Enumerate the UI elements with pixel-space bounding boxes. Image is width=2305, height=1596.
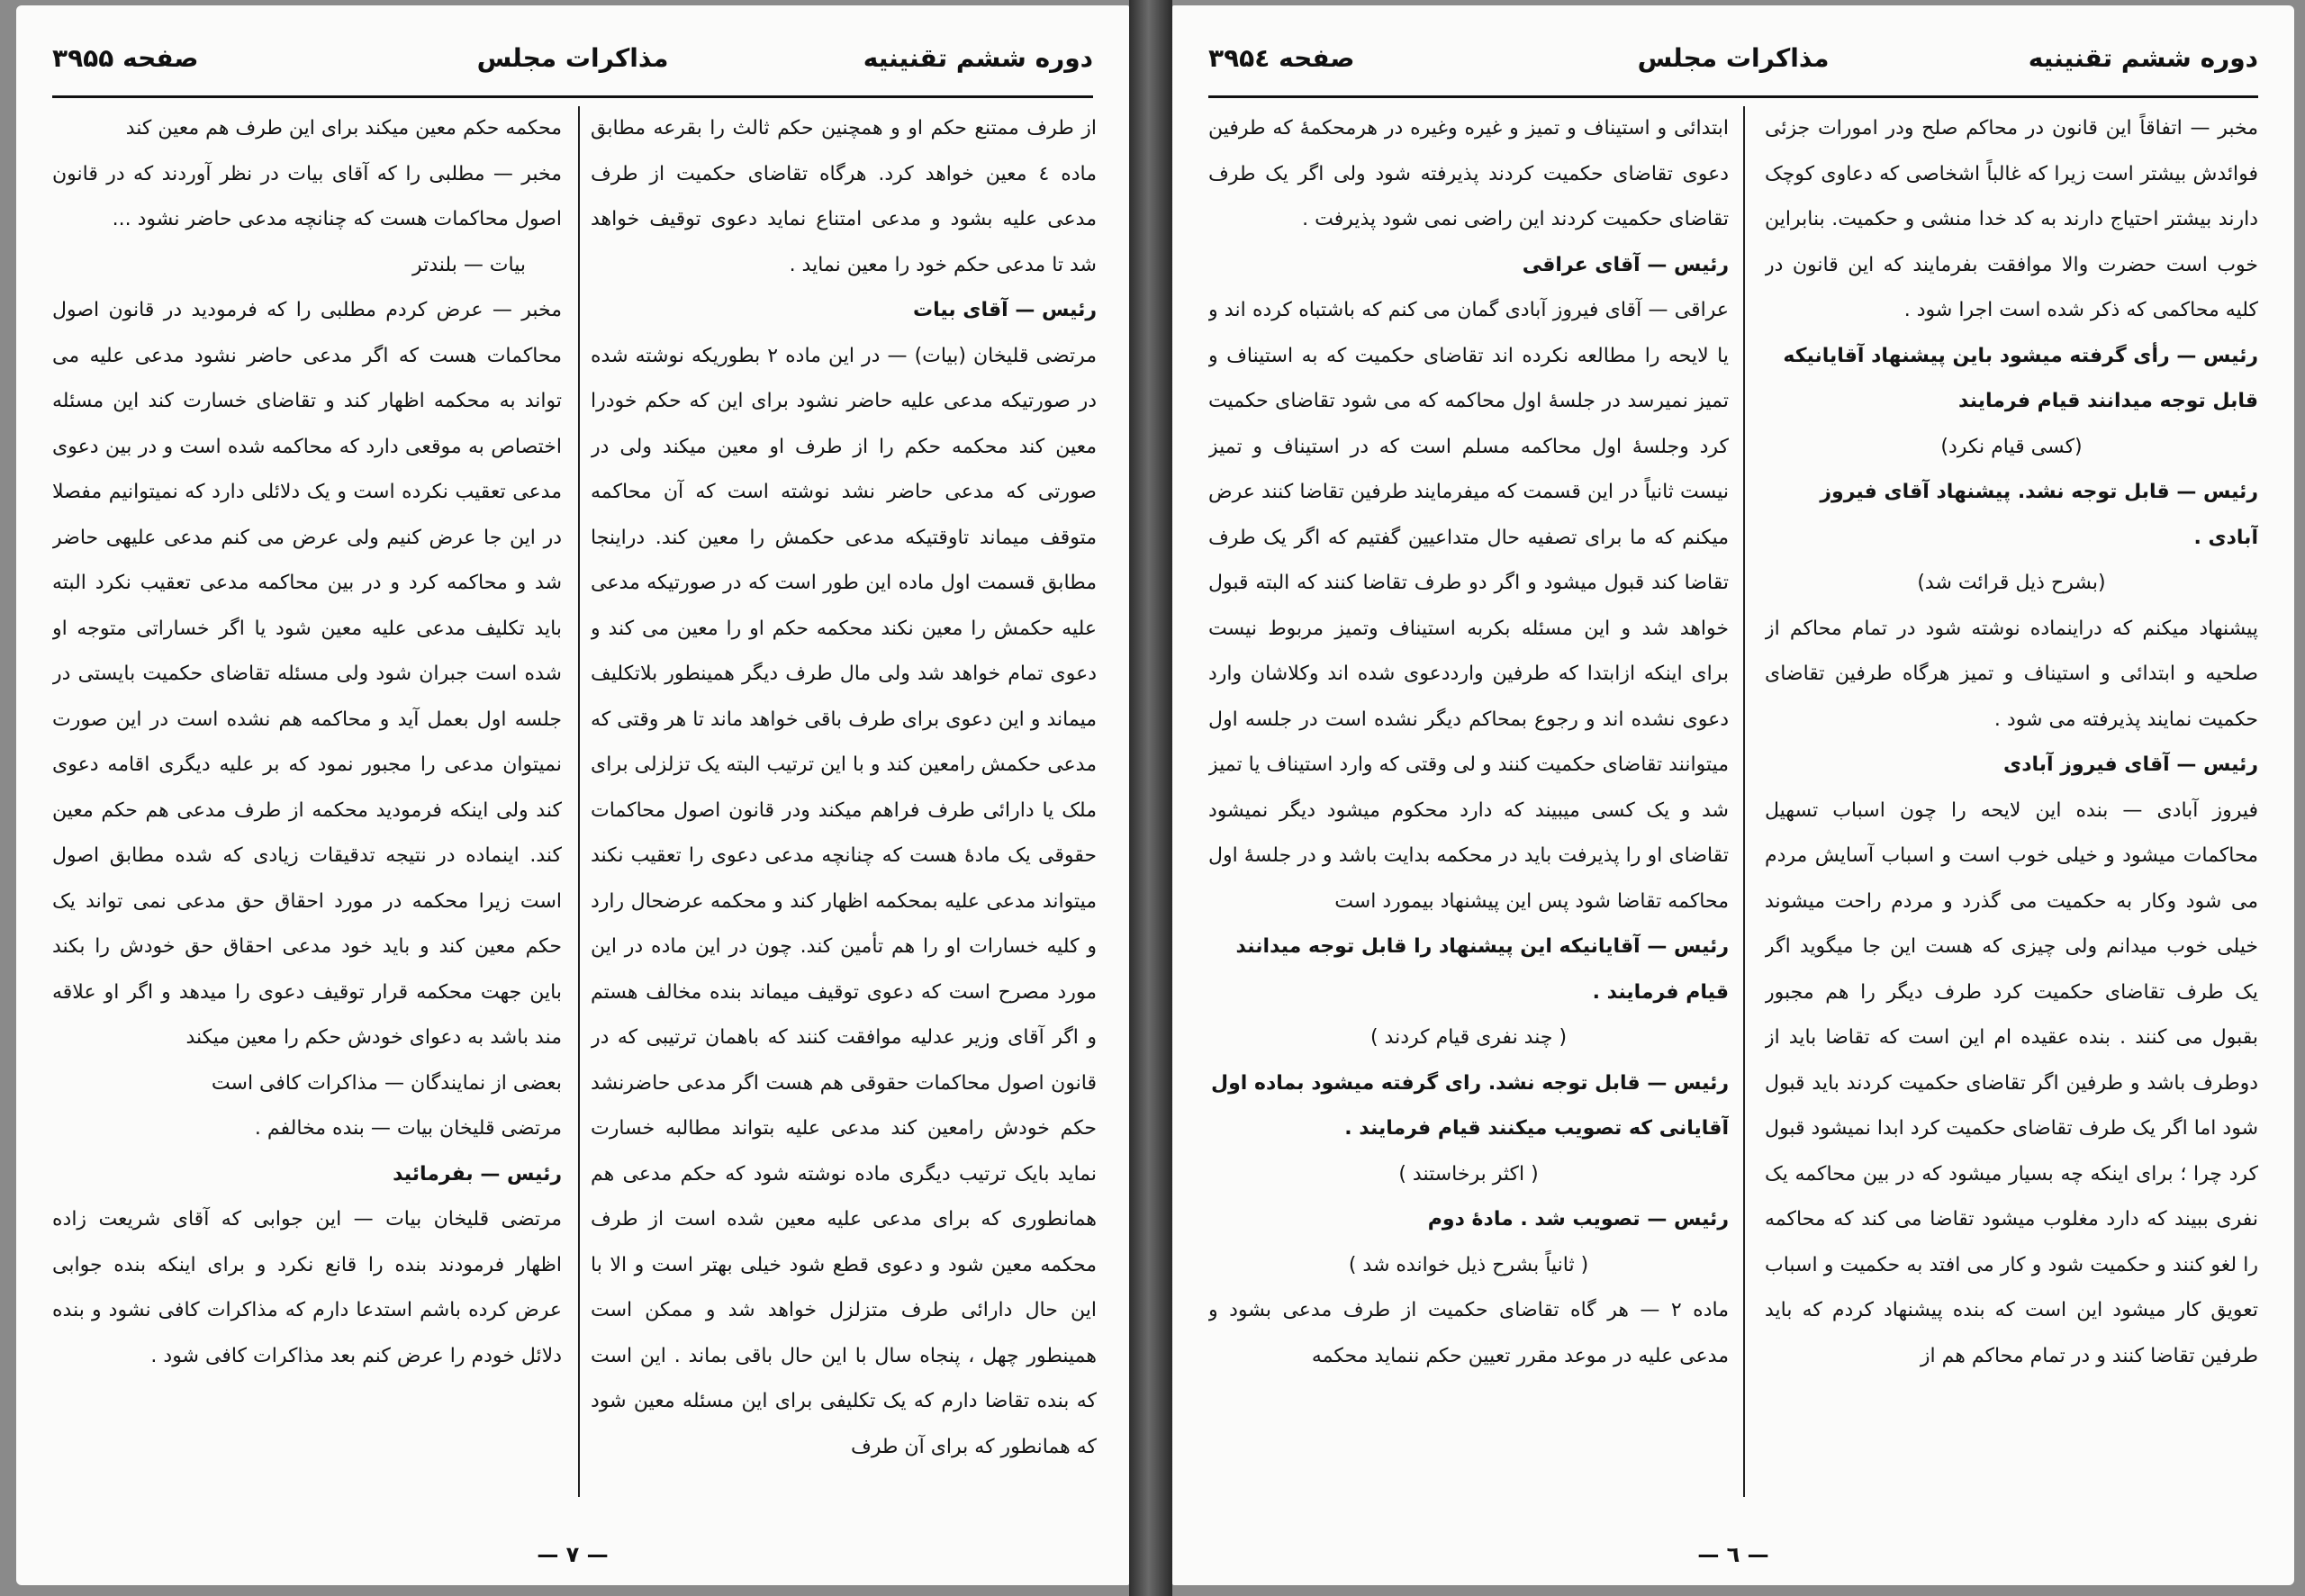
text-column-left xyxy=(1208,106,1729,1497)
stage-direction: ( ثانیاً بشرح ذیل خوانده شد ) xyxy=(1348,1253,1589,1276)
paragraph: محکمه حکم معین میکند برای این طرف هم معین کند xyxy=(125,117,562,140)
stage-direction: ( اکثر برخاستند ) xyxy=(1398,1162,1539,1186)
header-session: دوره ششم تقنینیه xyxy=(863,43,1093,73)
header-session: دوره ششم تقنینیه xyxy=(2028,43,2258,73)
paragraph: مرتضی قلیخان (بیات) — در این ماده ۲ بطوریکه نوشته شده در صورتیکه مدعی علیه حاضر نشود برای این که حکم خودرا معین کند محکمه حکم را از طرف او معین میکند ولی در صورتی که مدعی حاضر نشد نوشته است که آن محاکمه متوقف میماند تاوقتیکه مدعی حکمش را معین کند. دراینجا مطابق قسمت اول ماده این طور است که در صورتیکه مدعی علیه حکمش را معین نکند محکمه حکم او را معین می کند و دعوی تمام خواهد شد ولی مال طرف دیگر همینطور بلاتکلیف میماند و این دعوی برای طرف باقی خواهد ماند تا هر وقتی که مدعی حکمش رامعین کند و با این ترتیب البته یک تزلزلی برای ملک یا دارائی طرف فراهم میکند ودر قانون اصول محاکمات حقوقی یک مادهٔ هست که چنانچه مدعی دعوی را تعقیب نکند میتواند مدعی علیه بمحکمه اظهار کند و محکمه عرضحال رارد و کلیه خسارات او را هم تأمین کند. چون در این ماده در این مورد مصرح است که دعوی توقیف میماند بنده مخالف هستم و اگر آقای وزیر عدلیه موافقت کنند که باهمان ترتیبی که در قانون اصول محاکمات حقوقی هم هست اگر مدعی حاضرنشد حکم خودش رامعین کند مدعی علیه بتواند مطالبه خسارت نماید بایک ترتیب دیگری ماده نوشته شود که حکم مدعی هم همانطوری که برای مدعی علیه معین شده است از طرف محکمه معین شود و دعوی قطع شود خیلی بهتر است و الا با این حال دارائی طرف متزلزل خواهد شد و ممکن است همینطور چهل ، پنجاه سال با این حال باقی بماند . این است که بنده تقاضا دارم که یک تکلیفی برای این مسئله معین شود که همانطور که برای آن طرف xyxy=(591,344,1097,1458)
speaker-line: رئیس — قابل توجه نشد. رای گرفته میشود بماده اول آقایانی که تصویب میکنند قیام فرمایند . xyxy=(1211,1071,1729,1140)
header-page-number: صفحه ۳۹۵٤ xyxy=(1208,43,1355,73)
paragraph: عراقی — آقای فیروز آبادی گمان می کنم که باشتباه کرده اند و یا لایحه را مطالعه نکرده اند تقاضای حکمیت که به استیناف و تمیز نمیرسد در جلسهٔ اول محاکمه که می شود تقاضای حکمیت کرد وجلسهٔ اول محاکمه مسلم است که در استیناف و تمیز نیست ثانیاً در این قسمت که میفرمایند طرفین تقاضا کنند عرض میکنم که ما برای تصفیه حال متداعیین گفتیم که اگر یک طرف تقاضا کند قبول میشود و اگر دو طرف تقاضا کنند که البته قبول خواهد شد و این مسئله بکربه استیناف وتمیز مربوط نیست برای اینکه ازابتدا که طرفین وارددعوی شده اند وکلاشان وارد دعوی نشده اند و رجوع بمحاکم دیگر نشده است در جلسه اول میتوانند تقاضای حکمیت کنند و لی وقتی که وارد استیناف یا تمیز شد و یک کسی میبیند که دارد محکوم میشود دیگر نمیشود تقاضای او را پذیرفت باید در محکمه بدایت باشد و در جلسهٔ اول محاکمه تقاضا شود پس این پیشنهاد بیمورد است xyxy=(1208,299,1729,913)
header-rule xyxy=(52,95,1093,98)
right-page xyxy=(1172,5,2294,1585)
header-page-number: صفحه ۳۹۵۵ xyxy=(52,43,199,73)
speaker-line: رئیس — آقای عراقی xyxy=(1522,253,1729,276)
paragraph: ابتدائی و استیناف و تمیز و غیره وغیره در هرمحکمهٔ که طرفین دعوی تقاضای حکمیت کردند پذیرفته شود ولی اگر یک طرف تقاضای حکمیت کردند این راضی نمی شود پذیرفت . xyxy=(1208,117,1729,230)
text-column-left xyxy=(52,106,562,1497)
speaker-line: رئیس — آقایانیکه این پیشنهاد را قابل توجه میدانند قیام فرمایند . xyxy=(1235,935,1729,1004)
text-column-right xyxy=(591,106,1097,1497)
speaker-line: رئیس — تصویب شد . مادهٔ دوم xyxy=(1427,1208,1729,1231)
paragraph: از طرف ممتنع حکم او و همچنین حکم ثالث را بقرعه مطابق ماده ٤ معین خواهد کرد. هرگاه تقاضای حکمیت از طرف مدعی علیه بشود و مدعی امتناع نماید دعوی توقیف خواهد شد تا مدعی حکم خود را معین نماید . xyxy=(591,117,1097,276)
column-divider xyxy=(1743,106,1745,1497)
left-page xyxy=(16,5,1129,1585)
paragraph: مرتضی قلیخان بیات — بنده مخالفم . xyxy=(254,1117,562,1140)
paragraph: پیشنهاد میکنم که دراینماده نوشته شود در تمام محاکم از صلحیه و ابتدائی و استیناف و تمیز هرگاه طرفین تقاضای حکمیت نمایند پذیرفته می شود . xyxy=(1765,617,2258,731)
speaker-line: رئیس — رأی گرفته میشود باین پیشنهاد آقایانیکه قابل توجه میدانند قیام فرمایند xyxy=(1783,344,2258,412)
book-gutter xyxy=(1129,0,1172,1596)
stage-direction: (کسی قیام نکرد) xyxy=(1940,435,2083,458)
paragraph: بیات — بلندتر xyxy=(411,253,526,276)
speaker-line: رئیس — قابل توجه نشد. پیشنهاد آقای فیروز آبادی . xyxy=(1820,481,2258,549)
paragraph: مرتضی قلیخان بیات — این جوابی که آقای شریعت زاده اظهار فرمودند بنده را قانع نکرد و برای اینکه بنده جوابی عرض کرده باشم استدعا دارم که مذاکرات کافی نشود و بنده دلائل خودم را عرض کنم بعد مذاکرات کافی شود . xyxy=(52,1208,562,1367)
stage-direction: ( چند نفری قیام کردند ) xyxy=(1369,1026,1568,1049)
paragraph: مخبر — مطلبی را که آقای بیات در نظر آوردند که در قانون اصول محاکمات هست که چنانچه مدعی حاضر نشود ... xyxy=(52,162,562,230)
page-folio: — ٦ — xyxy=(1697,1542,1769,1567)
paragraph: فیروز آبادی — بنده این لایحه را چون اسباب تسهیل محاکمات میشود و خیلی خوب است و اسباب آسایش مردم می شود وکار به حکمیت می گذرد و مردم راحت میشوند خیلی خوب میدانم ولی چیزی که هست این جا میگوید اگر یک طرف تقاضای حکمیت کرد طرف دیگر را هم مجبور بقبول می کنند . بنده عقیده ام این است که تقاضا باید از دوطرف باشد و طرفین اگر تقاضای حکمیت کردند باید قبول شود اما اگر یک طرف تقاضای حکمیت کرد ابدا نمیشود قبول کرد چرا ؛ برای اینکه چه بسیار میشود که در بین محاکمه یک نفری ببیند که دارد مغلوب میشود تقاضا می کند که محاکمه را لغو کنند و حکمیت شود و کار می افتد به حکمیت و اسباب تعویق کار میشود این است که بنده پیشنهاد کردم که باید طرفین تقاضا کنند و در تمام محاکم هم از xyxy=(1765,798,2258,1367)
text-column-right xyxy=(1765,106,2258,1497)
header-title: مذاکرات مجلس xyxy=(1637,43,1830,73)
paragraph: مخبر — اتفاقاً این قانون در محاکم صلح ودر امورات جزئی فوائدش بیشتر است زیرا که غالباً اشخاصی که دعاوی کوچک دارند بیشتر احتیاج دارند به کد خدا منشی و حکمیت. بنابراین خوب است حضرت والا موافقت بفرمایند که این قانون در کلیه محاکمی که ذکر شده است اجرا شود . xyxy=(1765,117,2258,321)
page-header xyxy=(52,43,1093,90)
speaker-line: رئیس — آقای فیروز آبادی xyxy=(2003,753,2258,776)
page-header xyxy=(1208,43,2258,90)
header-rule xyxy=(1208,95,2258,98)
header-title: مذاکرات مجلس xyxy=(476,43,669,73)
speaker-line: رئیس — آقای بیات xyxy=(913,299,1097,321)
page-folio: — ۷ — xyxy=(537,1542,609,1567)
paragraph: مخبر — عرض کردم مطلبی را که فرمودید در قانون اصول محاکمات هست که اگر مدعی حاضر نشود مدعی علیه می تواند به محکمه اظهار کند و تقاضای خسارت کند این مسئله اختصاص به موقعی دارد که محاکمه شده است و در بین دعوی مدعی تعقیب نکرده است و یک دلائلی دارد که نمیتوانیم مفصلا در این جا عرض کنیم ولی عرض می کنم مدعی علیهی حاضر شد و محاکمه کرد و در بین محاکمه مدعی تعقیب نکرد البته باید تکلیف مدعی علیه معین شود یا اگر خساراتی متوجه او شده است جبران شود ولی مسئله تقاضای حکمیت بایستی در جلسه اول بعمل آید و محاکمه هم نشده است در این صورت نمیتوان مدعی را مجبور نمود که بر علیه دیگری اقامه دعوی کند ولی اینکه فرمودید محکمه از طرف مدعی هم حکم معین کند. اینماده در نتیجه تدقیقات زیادی که شده مطابق اصول است زیرا محکمه در مورد احقاق حق مدعی نمی تواند یک حکم معین کند و باید خود مدعی احقاق حق خودش را بکند باین جهت محکمه قرار توقیف دعوی را میدهد و اگر او علاقه مند باشد به دعوای خودش حکم را معین میکند xyxy=(52,299,562,1049)
paragraph: ماده ۲ — هر گاه تقاضای حکمیت از طرف مدعی بشود و مدعی علیه در موعد مقرر تعیین حکم ننماید محکمه xyxy=(1208,1299,1729,1367)
speaker-line: رئیس — بفرمائید xyxy=(393,1162,562,1186)
paragraph: بعضی از نمایندگان — مذاکرات کافی است xyxy=(211,1071,562,1095)
column-divider xyxy=(578,106,580,1497)
stage-direction: (بشرح ذیل قرائت شد) xyxy=(1917,572,2106,594)
